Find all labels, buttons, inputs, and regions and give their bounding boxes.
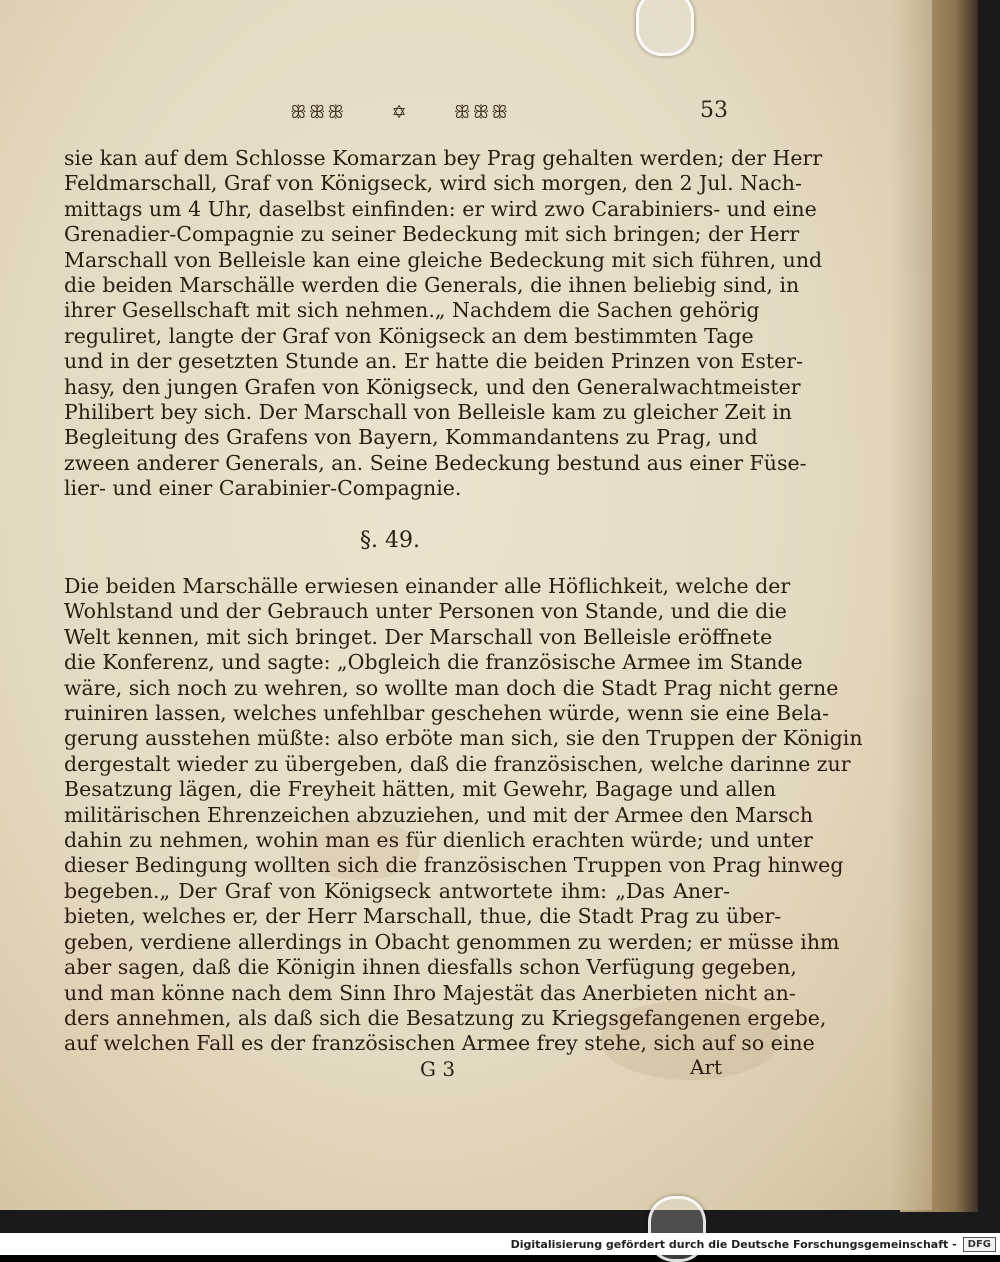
- page-clip-top: [636, 0, 694, 56]
- text-line: Marschall von Belleisle kan eine gleiche Bedeckung mit sich führen, und: [64, 247, 823, 272]
- text-line: lier- und einer Carabinier-Compagnie.: [64, 476, 462, 501]
- text-line: hasy, den jungen Grafen von Königseck, und den Generalwachtmeister: [64, 374, 801, 399]
- text-line: Die beiden Marschälle erwiesen einander alle Höflichkeit, welche der: [64, 574, 791, 598]
- text-line: bieten, welches er, der Herr Marschall, thue, die Stadt Prag zu über-: [64, 904, 782, 929]
- ornament-right: ꕥꕥꕥ: [453, 101, 510, 123]
- text-line: dahin zu nehmen, wohin man es für dienlich erachten würde; und unter: [64, 828, 813, 853]
- text-line: auf welchen Fall es der französischen Armee frey stehe, sich auf so eine: [64, 1031, 815, 1056]
- text-line: dergestalt wieder zu übergeben, daß die französischen, welche darinne zur: [64, 751, 851, 776]
- text-line: militärischen Ehrenzeichen abzuziehen, und mit der Armee den Marsch: [64, 802, 814, 827]
- text-line: gerung ausstehen müßte: also erböte man sich, sie den Truppen der Königin: [64, 726, 863, 751]
- text-line: die Konferenz, und sagte: „Obgleich die französische Armee im Stande: [64, 650, 803, 675]
- text-line: und man könne nach dem Sinn Ihro Majestät das Anerbieten nicht an-: [64, 980, 796, 1005]
- paragraph-2: [64, 574, 863, 1057]
- text-line: reguliret, langte der Graf von Königseck an dem bestimmten Tage: [64, 323, 754, 348]
- text-line: Feldmarschall, Graf von Königseck, wird sich morgen, den 2 Jul. Nach-: [64, 171, 802, 196]
- text-line: Grenadier-Compagnie zu seiner Bedeckung mit sich bringen; der Herr: [64, 222, 800, 247]
- ornament-left: ꕥꕥꕥ: [290, 101, 347, 123]
- text-line: mittags um 4 Uhr, daselbst einfinden: er wird zwo Carabiniers- und eine: [64, 196, 817, 221]
- dfg-logo: DFG: [963, 1237, 996, 1252]
- text-line: Welt kennen, mit sich bringet. Der Marschall von Belleisle eröffnete: [64, 624, 773, 649]
- text-line: Wohlstand und der Gebrauch unter Personen von Stande, und die die: [64, 599, 787, 624]
- text-line: ihrer Gesellschaft mit sich nehmen.„ Nachdem die Sachen gehörig: [64, 298, 760, 323]
- text-line: dieser Bedingung wollten sich die französischen Truppen von Prag hinweg: [64, 853, 844, 878]
- digitization-footer: [0, 1233, 1000, 1255]
- text-line: zween anderer Generals, an. Seine Bedeckung bestund aus einer Füse-: [64, 450, 807, 475]
- ornament-star-icon: ✡: [391, 101, 409, 123]
- header-ornament: [290, 100, 510, 124]
- footer-credit: Digitalisierung gefördert durch die Deutsche Forschungsgemeinschaft -: [510, 1237, 957, 1251]
- text-line: Besatzung lägen, die Freyheit hätten, mit Gewehr, Bagage und allen: [64, 777, 777, 802]
- text-line: die beiden Marschälle werden die Generals, die ihnen beliebig sind, in: [64, 273, 800, 298]
- text-line: sie kan auf dem Schlosse Komarzan bey Prag gehalten werden; der Herr: [64, 146, 823, 170]
- text-line: Philibert bey sich. Der Marschall von Belleisle kam zu gleicher Zeit in: [64, 400, 793, 425]
- page-number: 53: [700, 98, 728, 123]
- catchword: Art: [690, 1055, 723, 1079]
- text-line: wäre, sich noch zu wehren, so wollte man doch die Stadt Prag nicht gerne: [64, 675, 839, 700]
- text-line: Begleitung des Grafens von Bayern, Kommandantens zu Prag, und: [64, 425, 758, 450]
- text-line: und in der gesetzten Stunde an. Er hatte die beiden Prinzen von Ester-: [64, 349, 804, 374]
- text-line: geben, verdiene allerdings in Obacht genommen zu werden; er müsse ihm: [64, 929, 840, 954]
- paragraph-1: [64, 146, 823, 502]
- text-line: ders annehmen, als daß sich die Besatzung zu Kriegsgefangenen ergebe,: [64, 1005, 827, 1030]
- section-heading: §. 49.: [360, 528, 420, 553]
- text-line: begeben.„ Der Graf von Königseck antwortete ihm: „Das Aner-: [64, 878, 730, 903]
- text-line: ruiniren lassen, welches unfehlbar geschehen würde, wenn sie eine Bela-: [64, 701, 830, 726]
- signature-mark: G 3: [420, 1057, 456, 1081]
- text-line: aber sagen, daß die Königin ihnen diesfalls schon Verfügung gegeben,: [64, 955, 797, 980]
